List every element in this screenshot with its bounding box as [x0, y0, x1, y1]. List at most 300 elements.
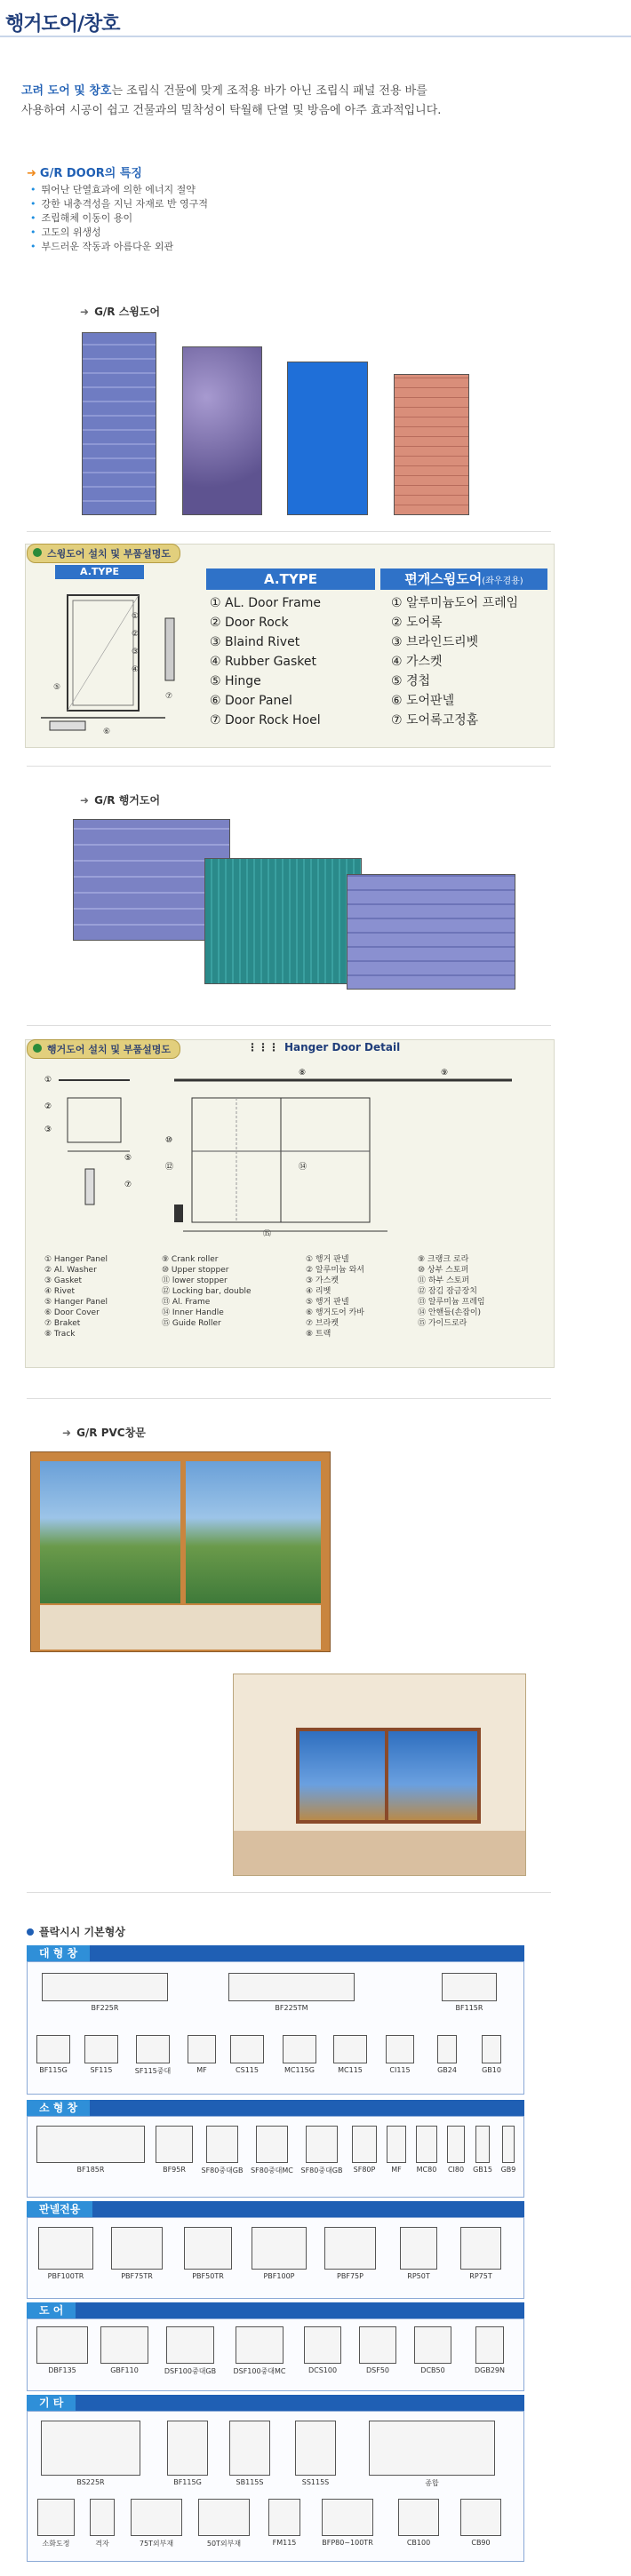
hanger-detail-tag-text: 행거도어 설치 및 부품설명도	[47, 1044, 171, 1055]
profile-shape	[37, 2499, 75, 2536]
hanger-part: ⑫ 잠김 잠금장치	[418, 1287, 477, 1296]
features-heading-text: G/R DOOR의 특징	[39, 167, 142, 180]
profile-item	[227, 2326, 292, 2376]
profile-label: MC115G	[284, 2066, 315, 2074]
profile-shape	[502, 2126, 515, 2163]
profile-item	[470, 2126, 495, 2174]
profile-label: 50T외부재	[206, 2540, 242, 2548]
profile-label: BFP80~100TR	[322, 2539, 373, 2547]
profile-shape	[482, 2035, 501, 2063]
section-divider	[27, 1892, 551, 1893]
profile-shape	[475, 2326, 504, 2364]
intro-line2: 사용하여 시공이 쉽고 건물과의 밀착성이 탁월해 단열 및 방음에 아주 효과적입니다.	[21, 104, 442, 117]
feature-item: • 부드러운 작동과 아름다운 외관	[30, 240, 208, 254]
hanger-part: ⑮ Guide Roller	[162, 1319, 221, 1328]
svg-text:④: ④	[132, 665, 140, 674]
profile-label: PBF75P	[337, 2272, 363, 2280]
svg-text:②: ②	[44, 1102, 52, 1111]
hanger-detail-title	[247, 1041, 400, 1053]
svg-text:⑥: ⑥	[103, 727, 111, 736]
profile-label: GB10	[482, 2066, 501, 2074]
profile-item	[298, 2326, 347, 2374]
pvc-photo-window-1	[30, 1451, 331, 1652]
profile-shape	[475, 2126, 490, 2163]
profile-label: GBF110	[110, 2366, 139, 2374]
profile-shape	[352, 2126, 377, 2163]
hanger-part: ⑧ Track	[44, 1330, 76, 1339]
profile-item	[378, 2035, 422, 2074]
grid-icon: ⋮⋮⋮	[247, 1041, 279, 1053]
profile-label: 종합	[425, 2479, 439, 2487]
profile-label: BF95R	[163, 2166, 186, 2174]
hanger-door-blocks	[347, 874, 515, 990]
profile-label: 격자	[95, 2540, 109, 2548]
profile-item	[125, 2499, 188, 2548]
spec-item: ⑦ Door Rock Hoel	[210, 713, 321, 727]
profile-label: MC115	[338, 2066, 363, 2074]
profile-label: DSF50	[365, 2366, 390, 2374]
swing-detail-tag	[27, 544, 180, 563]
profile-shape	[387, 2126, 406, 2163]
svg-text:⑤: ⑤	[124, 1154, 132, 1163]
hanger-ko-col2	[418, 1254, 485, 1329]
hanger-part: ⑭ 안핸들(손잡이)	[418, 1308, 482, 1317]
window-view	[296, 1728, 481, 1824]
feature-item: • 조립해체 이동이 용이	[30, 211, 208, 226]
profile-shape	[359, 2326, 396, 2364]
profile-shape	[324, 2227, 376, 2270]
profile-shape	[400, 2227, 437, 2270]
hanger-part: ⑭ Inner Handle	[162, 1308, 224, 1317]
hanger-part: ⑬ 알루미늄 프레임	[418, 1298, 485, 1307]
window-mullion	[180, 1461, 186, 1603]
spec-item: ④ Rubber Gasket	[210, 655, 316, 669]
spec-item: ⑥ Door Panel	[210, 694, 292, 708]
swing-door-label	[80, 304, 160, 319]
profile-shape	[333, 2035, 367, 2063]
profile-shape	[166, 2326, 214, 2364]
profile-shape	[306, 2126, 338, 2163]
profile-item	[127, 2035, 179, 2076]
feature-item: • 뛰어난 단열효과에 의한 에너지 절약	[30, 183, 208, 197]
profile-item	[223, 2421, 276, 2486]
hanger-part: ③ 가스켓	[306, 1276, 339, 1285]
profile-shape	[84, 2035, 118, 2063]
profile-label: SS115S	[301, 2478, 330, 2486]
profile-shape	[36, 2126, 145, 2163]
hanger-part: ⑥ 행거도어 카바	[306, 1308, 364, 1317]
profile-shape	[295, 2421, 336, 2476]
profile-shape	[36, 2326, 88, 2364]
category-bar-panel	[27, 2201, 524, 2217]
profile-shape	[228, 1973, 355, 2001]
swing-door-blue	[287, 362, 368, 515]
profile-label: CS115	[236, 2066, 259, 2074]
profile-shape	[416, 2126, 437, 2163]
profile-item	[182, 2035, 221, 2074]
svg-text:⑫: ⑫	[165, 1163, 174, 1172]
profile-item	[225, 2035, 269, 2074]
profile-shape	[437, 2035, 457, 2063]
svg-text:⑩: ⑩	[165, 1136, 173, 1145]
hanger-door-label-text: G/R 행거도어	[94, 794, 161, 807]
profile-shape	[386, 2035, 414, 2063]
profile-item	[31, 2499, 81, 2548]
category-bar-etc	[27, 2395, 524, 2411]
spec-item: ② Door Rock	[210, 616, 289, 630]
svg-text:⑭: ⑭	[299, 1163, 308, 1172]
profile-label: PBF100P	[263, 2272, 295, 2280]
profile-item	[312, 2499, 383, 2547]
spec-item: ⑤ Hinge	[210, 674, 261, 688]
profile-shape	[460, 2227, 501, 2270]
profile-label: CB100	[406, 2539, 431, 2547]
profile-shape	[100, 2326, 148, 2364]
spec-item: ④ 가스켓	[391, 655, 443, 669]
category-box-small	[27, 2116, 524, 2198]
profile-item	[225, 1973, 358, 2012]
profile-item	[408, 2326, 458, 2374]
hanger-part: ⑮ 가이드로라	[418, 1319, 467, 1328]
profile-item	[33, 2227, 99, 2280]
profile-label: DSF100중대GB	[164, 2367, 217, 2375]
profile-shape	[167, 2421, 208, 2476]
swing-door-brick	[394, 374, 469, 515]
profile-item	[161, 2421, 214, 2486]
features-heading	[27, 163, 142, 180]
swing-door-stone-light	[82, 332, 156, 515]
profile-label: BF115R	[455, 2004, 483, 2012]
profile-item	[347, 2126, 381, 2174]
profile-shape	[268, 2499, 300, 2536]
profile-item	[317, 2227, 383, 2280]
profile-label: SF80P	[353, 2166, 376, 2174]
profile-shape	[447, 2126, 465, 2163]
profile-item	[33, 2326, 92, 2374]
profile-item	[454, 2499, 507, 2547]
bullet-icon	[33, 1044, 42, 1053]
profile-item	[175, 2227, 241, 2280]
profile-label: BF225R	[91, 2004, 119, 2012]
spec-item: ⑥ 도어판넬	[391, 694, 455, 708]
profile-shape	[156, 2126, 193, 2163]
swing-detail-tag-text: 스윙도어 설치 및 부품설명도	[47, 548, 171, 560]
svg-text:⑧: ⑧	[299, 1069, 307, 1077]
profile-item	[33, 2421, 148, 2486]
profile-item	[392, 2227, 445, 2280]
hanger-door-teal	[204, 858, 362, 984]
spec-list-ko	[391, 593, 518, 730]
profile-shape	[236, 2326, 284, 2364]
hanger-part: ⑨ Crank roller	[162, 1255, 219, 1264]
profile-label: DSF100중대MC	[233, 2367, 286, 2375]
hanger-part: ② Al. Washer	[44, 1266, 97, 1275]
profile-item	[157, 2326, 223, 2376]
profile-item	[443, 2126, 468, 2174]
section-divider	[27, 766, 551, 767]
hanger-part: ⑩ 상부 스토퍼	[418, 1266, 469, 1275]
profile-shape	[188, 2035, 216, 2063]
profile-item	[328, 2035, 372, 2074]
profile-item	[392, 2499, 445, 2547]
hanger-part: ⑫ Locking bar, double	[162, 1287, 252, 1296]
category-label: 기 타	[27, 2395, 76, 2411]
spec-head-atype: A.TYPE	[206, 568, 375, 590]
spec-head-swing-suffix: (좌우겸용)	[482, 576, 523, 586]
profile-item	[463, 2326, 516, 2374]
svg-text:③: ③	[44, 1125, 52, 1134]
profile-item	[497, 2126, 520, 2174]
profile-label: BF115G	[39, 2066, 68, 2074]
svg-text:⑦: ⑦	[165, 692, 173, 701]
category-label: 대 형 창	[27, 1945, 90, 1961]
window-floor	[234, 1831, 525, 1875]
hanger-part: ④ 리벳	[306, 1287, 331, 1296]
profile-label: GB15	[473, 2166, 492, 2174]
profile-shape	[398, 2499, 439, 2536]
profile-label: MF	[196, 2066, 207, 2074]
category-box-large	[27, 1961, 524, 2095]
intro-highlight: 고려 도어 및 창호	[21, 84, 112, 98]
profile-item	[152, 2126, 196, 2174]
profile-shape	[198, 2499, 250, 2536]
hanger-detail-title-text: Hanger Door Detail	[284, 1041, 401, 1053]
profile-label: BF115G	[173, 2478, 202, 2486]
hanger-part: ⑥ Door Cover	[44, 1308, 100, 1317]
profile-shape	[230, 2035, 264, 2063]
svg-text:③: ③	[132, 648, 140, 656]
arrow-icon: ➜	[27, 167, 36, 180]
profile-label: PBF100TR	[47, 2272, 84, 2280]
title-divider	[0, 36, 631, 37]
profile-label: MF	[391, 2166, 402, 2174]
hanger-part: ⑧ 트랙	[306, 1330, 331, 1339]
spec-item: ① AL. Door Frame	[210, 596, 322, 610]
profile-shape	[41, 2421, 140, 2476]
profile-label: DCB50	[420, 2366, 445, 2374]
profile-label: GB9	[500, 2166, 516, 2174]
hanger-part: ① Hanger Panel	[44, 1255, 108, 1264]
hanger-part: ③ Gasket	[44, 1276, 83, 1285]
profile-shape	[131, 2499, 182, 2536]
hanger-part: ⑩ Upper stopper	[162, 1266, 229, 1275]
profile-label: SF80중대MC	[251, 2167, 293, 2174]
category-box-panel	[27, 2217, 524, 2299]
hanger-part: ⑬ Al. Frame	[162, 1298, 211, 1307]
profile-shape	[460, 2499, 501, 2536]
swing-door-label-text: G/R 스윙도어	[94, 306, 161, 318]
feature-item: • 고도의 위생성	[30, 226, 208, 240]
profile-item	[104, 2227, 170, 2280]
swing-door-diagram	[32, 583, 201, 741]
profile-label: PBF50TR	[192, 2272, 224, 2280]
profile-item	[33, 2126, 148, 2174]
category-box-etc	[27, 2411, 524, 2562]
profile-shape	[256, 2126, 288, 2163]
hanger-part: ① 행거 판넬	[306, 1255, 349, 1264]
profile-shape	[252, 2227, 307, 2270]
hanger-part: ④ Rivet	[44, 1287, 76, 1296]
hanger-part: ⑪ lower stopper	[162, 1276, 228, 1285]
profile-label: CB90	[471, 2539, 491, 2547]
hanger-part: ⑦ 브라켓	[306, 1319, 339, 1328]
hanger-detail-tag	[27, 1039, 180, 1059]
profile-label: RP75T	[469, 2272, 492, 2280]
section-divider	[27, 1398, 551, 1399]
profile-label: 소화도정	[42, 2540, 70, 2548]
svg-text:⑨: ⑨	[441, 1069, 449, 1077]
category-bar-door	[27, 2302, 524, 2318]
profile-label: BF225TM	[275, 2004, 308, 2012]
profile-label: BS225R	[76, 2478, 105, 2486]
spec-head-swing-text: 편개스윙도어	[404, 571, 483, 587]
pvc-photo-window-2	[233, 1674, 526, 1876]
profile-item	[95, 2326, 154, 2374]
profile-label: CI115	[389, 2066, 411, 2074]
hanger-part: ⑦ Braket	[44, 1319, 81, 1328]
profile-shape	[369, 2421, 495, 2476]
profile-label: SF80중대GB	[300, 2167, 343, 2174]
profile-shape	[229, 2421, 270, 2476]
profile-label: GB24	[437, 2066, 457, 2074]
profile-item	[31, 2035, 76, 2074]
profile-item	[275, 2035, 324, 2074]
profile-item	[298, 2126, 346, 2175]
section-divider	[27, 531, 551, 532]
profile-shape	[283, 2035, 316, 2063]
spec-item: ① 알루미늄도어 프레임	[391, 596, 519, 610]
profile-item	[365, 2421, 499, 2488]
profile-shape	[90, 2499, 115, 2536]
svg-text:①: ①	[44, 1076, 52, 1085]
category-bar-large	[27, 1945, 524, 1961]
profiles-heading	[27, 1924, 125, 1939]
profile-item	[454, 2227, 507, 2280]
profile-shape	[414, 2326, 451, 2364]
spec-item: ⑦ 도어록고정홈	[391, 713, 479, 727]
profile-item	[383, 2126, 410, 2174]
profile-label: DBF135	[48, 2366, 76, 2374]
profile-label: MC80	[416, 2166, 437, 2174]
a-type-tab: A.TYPE	[55, 565, 144, 579]
profile-item	[79, 2035, 124, 2074]
profile-shape	[42, 1973, 168, 2001]
profile-item	[472, 2035, 511, 2074]
hanger-ko-col1	[306, 1254, 364, 1340]
profile-item	[246, 2227, 312, 2280]
hanger-part: ⑪ 하부 스토퍼	[418, 1276, 470, 1285]
profile-shape	[38, 2227, 93, 2270]
hanger-part: ⑨ 크랭크 로라	[418, 1255, 469, 1264]
profile-item	[84, 2499, 120, 2548]
hanger-en-col2	[162, 1254, 252, 1329]
swing-door-granite	[182, 346, 262, 515]
profile-label: CI80	[447, 2166, 465, 2174]
profiles-heading-text: 플락시시 기본형상	[39, 1926, 125, 1938]
bullet-icon	[33, 548, 42, 557]
profile-label: 75T외부재	[139, 2540, 174, 2548]
page-title: 행거도어/창호	[5, 13, 120, 36]
profile-item	[353, 2326, 403, 2374]
intro-text	[21, 82, 608, 121]
arrow-icon: ➜	[62, 1427, 72, 1439]
profile-label: DGB29N	[474, 2366, 505, 2374]
profile-label: SF115중대	[134, 2067, 172, 2075]
profile-item	[438, 1973, 500, 2012]
svg-text:⑮: ⑮	[263, 1230, 272, 1236]
profile-label: SF115	[90, 2066, 113, 2074]
spec-item: ② 도어록	[391, 616, 443, 630]
hanger-part: ⑤ Hanger Panel	[44, 1298, 108, 1307]
profile-shape	[36, 2035, 70, 2063]
profile-item	[198, 2126, 246, 2175]
spec-item: ⑤ 경첩	[391, 674, 431, 688]
arrow-icon: ➜	[80, 306, 90, 318]
profile-shape	[136, 2035, 170, 2063]
window-floor	[40, 1605, 321, 1650]
intro-line1: 는 조립식 건물에 맞게 조적용 바가 아닌 조립식 패널 전용 바를	[111, 84, 427, 98]
hanger-en-col1	[44, 1254, 108, 1340]
category-label: 소 형 창	[27, 2100, 90, 2116]
profile-label: DCS100	[308, 2366, 338, 2374]
svg-text:⑤: ⑤	[53, 683, 61, 692]
spec-item: ③ 브라인드리벳	[391, 635, 479, 649]
profile-item	[427, 2035, 467, 2074]
svg-text:①: ①	[132, 612, 140, 621]
profile-shape	[111, 2227, 163, 2270]
profile-label: BF185R	[76, 2166, 105, 2174]
section-divider	[27, 1025, 551, 1026]
profile-label: PBF75TR	[121, 2272, 153, 2280]
profile-shape	[184, 2227, 232, 2270]
profile-item	[193, 2499, 255, 2548]
profile-shape	[206, 2126, 238, 2163]
features-list	[30, 183, 208, 254]
svg-text:②: ②	[132, 630, 140, 639]
profile-item	[411, 2126, 442, 2174]
profile-shape	[322, 2499, 373, 2536]
profile-item	[262, 2499, 307, 2547]
spec-list-en	[210, 593, 321, 730]
arrow-icon: ➜	[80, 794, 90, 807]
pvc-label-text: G/R PVC창문	[76, 1427, 146, 1439]
window-mullion	[385, 1728, 388, 1824]
hanger-part: ⑤ 행거 판넬	[306, 1298, 349, 1307]
pvc-label	[62, 1425, 146, 1440]
svg-text:⑦: ⑦	[124, 1181, 132, 1189]
category-box-door	[27, 2318, 524, 2391]
profile-label: SF80중대GB	[201, 2167, 244, 2174]
profile-item	[248, 2126, 296, 2175]
hanger-door-label	[80, 792, 160, 807]
profile-label: SB115S	[236, 2478, 264, 2486]
profile-item	[38, 1973, 172, 2012]
feature-item: • 강한 내충격성을 지닌 자재로 반 영구적	[30, 197, 208, 211]
profile-label: RP50T	[407, 2272, 430, 2280]
hanger-part: ② 알루미늄 와셔	[306, 1266, 364, 1275]
spec-head-swing	[380, 568, 547, 590]
bullet-icon	[27, 1928, 34, 1936]
profile-shape	[304, 2326, 341, 2364]
category-label: 도 어	[27, 2302, 76, 2318]
category-label: 판넬전용	[27, 2201, 92, 2217]
profile-item	[289, 2421, 342, 2486]
profile-shape	[442, 1973, 497, 2001]
spec-item: ③ Blaind Rivet	[210, 635, 300, 649]
category-bar-small	[27, 2100, 524, 2116]
profile-label: FM115	[272, 2539, 297, 2547]
hanger-door-diagram	[32, 1062, 547, 1236]
